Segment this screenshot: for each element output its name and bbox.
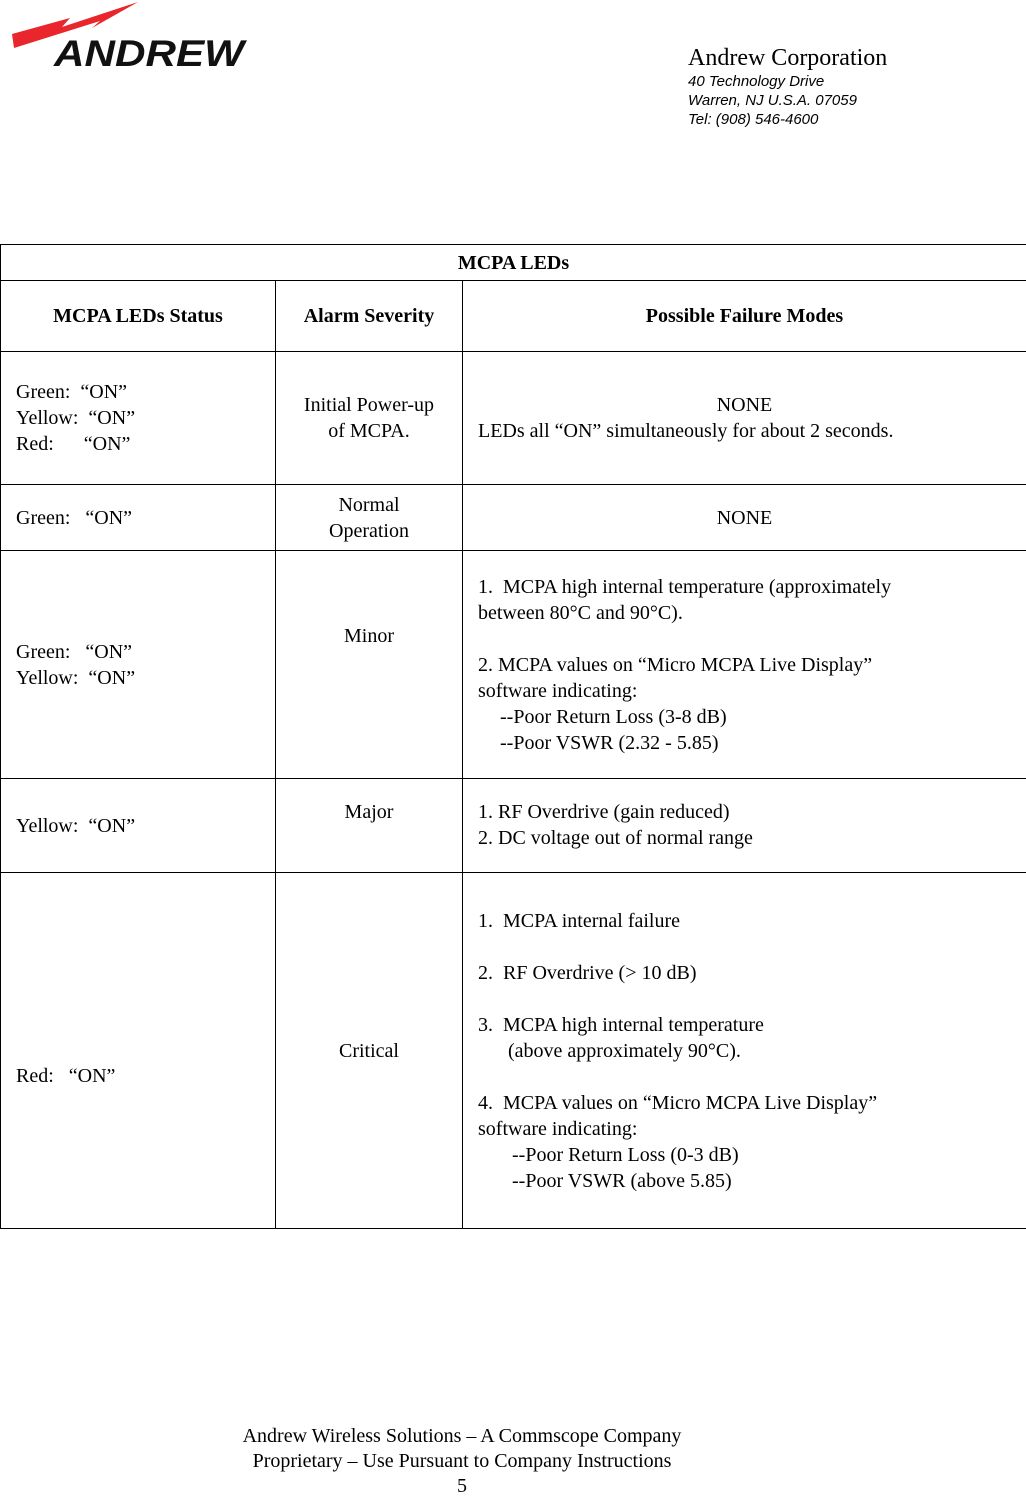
failure-mode-line: --Poor Return Loss (0-3 dB) bbox=[478, 1142, 1011, 1168]
failure-mode-line: NONE bbox=[478, 505, 1011, 531]
status-line: Green: “ON” bbox=[16, 639, 260, 665]
failure-mode-line: 2. RF Overdrive (> 10 dB) bbox=[478, 960, 1011, 986]
failure-mode-line: between 80°C and 90°C). bbox=[478, 600, 1011, 626]
failure-modes-cell bbox=[463, 485, 1026, 551]
logo-wordmark: ANDREW bbox=[53, 33, 248, 72]
status-cell bbox=[1, 873, 276, 1229]
table-row bbox=[1, 352, 1026, 485]
page-footer bbox=[0, 1424, 924, 1499]
footer-company: Andrew Wireless Solutions – A Commscope Company bbox=[0, 1424, 924, 1449]
severity-cell bbox=[276, 779, 463, 873]
severity-line: Operation bbox=[291, 518, 447, 544]
status-line: Yellow: “ON” bbox=[16, 405, 260, 431]
failure-mode-line: 1. RF Overdrive (gain reduced) bbox=[478, 799, 1011, 825]
failure-modes-cell bbox=[463, 873, 1026, 1229]
status-cell bbox=[1, 551, 276, 779]
severity-cell bbox=[276, 485, 463, 551]
table-row bbox=[1, 873, 1026, 1229]
table-title: MCPA LEDs bbox=[1, 245, 1026, 281]
severity-line: of MCPA. bbox=[291, 418, 447, 444]
failure-mode-line: 1. MCPA internal failure bbox=[478, 908, 1011, 934]
status-line: Yellow: “ON” bbox=[16, 813, 260, 839]
failure-mode-line: software indicating: bbox=[478, 1116, 1011, 1142]
address-city: Warren, NJ U.S.A. 07059 bbox=[688, 91, 887, 110]
severity-cell bbox=[276, 352, 463, 485]
failure-mode-line: --Poor VSWR (above 5.85) bbox=[478, 1168, 1011, 1194]
severity-cell bbox=[276, 873, 463, 1229]
failure-mode-line: NONE bbox=[478, 392, 1011, 418]
header-failure-modes: Possible Failure Modes bbox=[463, 281, 1026, 352]
header-severity: Alarm Severity bbox=[276, 281, 463, 352]
address-phone: Tel: (908) 546-4600 bbox=[688, 110, 887, 129]
table-row bbox=[1, 779, 1026, 873]
failure-mode-line: (above approximately 90°C). bbox=[478, 1038, 1011, 1064]
table-row bbox=[1, 485, 1026, 551]
failure-modes-cell bbox=[463, 352, 1026, 485]
table-title-row bbox=[1, 245, 1026, 281]
failure-mode-line: 2. DC voltage out of normal range bbox=[478, 825, 1011, 851]
status-cell bbox=[1, 485, 276, 551]
severity-line: Critical bbox=[291, 1038, 447, 1064]
table-row bbox=[1, 551, 1026, 779]
failure-modes-cell bbox=[463, 551, 1026, 779]
status-cell bbox=[1, 352, 276, 485]
severity-line: Normal bbox=[291, 492, 447, 518]
footer-proprietary: Proprietary – Use Pursuant to Company Instructions bbox=[0, 1449, 924, 1474]
failure-mode-line: 1. MCPA high internal temperature (approximately bbox=[478, 574, 1011, 600]
failure-mode-line: 3. MCPA high internal temperature bbox=[478, 1012, 1011, 1038]
status-line: Red: “ON” bbox=[16, 1063, 260, 1089]
severity-cell bbox=[276, 551, 463, 779]
severity-line: Minor bbox=[291, 623, 447, 649]
company-address bbox=[688, 44, 887, 129]
failure-mode-line: 4. MCPA values on “Micro MCPA Live Display” bbox=[478, 1090, 1011, 1116]
status-line: Yellow: “ON” bbox=[16, 665, 260, 691]
page-number: 5 bbox=[0, 1474, 924, 1499]
failure-modes-cell bbox=[463, 779, 1026, 873]
failure-mode-line: --Poor VSWR (2.32 - 5.85) bbox=[478, 730, 1011, 756]
andrew-logo bbox=[10, 0, 250, 72]
failure-mode-line: --Poor Return Loss (3-8 dB) bbox=[478, 704, 1011, 730]
table-header-row bbox=[1, 281, 1026, 352]
status-line: Green: “ON” bbox=[16, 505, 260, 531]
failure-mode-line: software indicating: bbox=[478, 678, 1011, 704]
failure-mode-line: 2. MCPA values on “Micro MCPA Live Display” bbox=[478, 652, 1011, 678]
status-line: Red: “ON” bbox=[16, 431, 260, 457]
company-name: Andrew Corporation bbox=[688, 44, 887, 72]
address-street: 40 Technology Drive bbox=[688, 72, 887, 91]
mcpa-leds-table bbox=[0, 244, 1026, 1229]
blank-line bbox=[478, 1064, 1011, 1090]
severity-line: Initial Power-up bbox=[291, 392, 447, 418]
header-status: MCPA LEDs Status bbox=[1, 281, 276, 352]
severity-line: Major bbox=[291, 799, 447, 825]
blank-line bbox=[478, 934, 1011, 960]
blank-line bbox=[478, 626, 1011, 652]
status-cell bbox=[1, 779, 276, 873]
status-line: Green: “ON” bbox=[16, 379, 260, 405]
blank-line bbox=[478, 986, 1011, 1012]
failure-mode-line: LEDs all “ON” simultaneously for about 2 seconds. bbox=[478, 418, 1011, 444]
